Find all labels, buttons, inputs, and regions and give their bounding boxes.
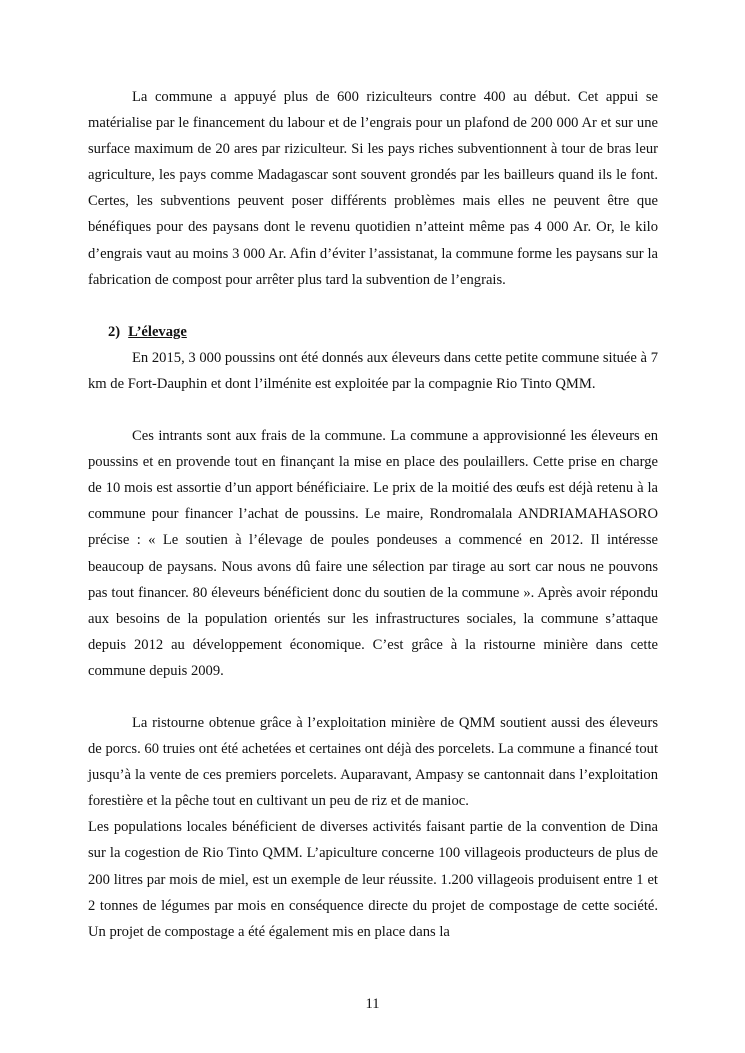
paragraph-gap <box>88 293 658 319</box>
document-body <box>88 84 658 945</box>
paragraph-chicks: En 2015, 3 000 poussins ont été donnés aux éleveurs dans cette petite commune située à 7 km de Fort-Dauphin et dont l’ilménite est exploitée par la compagnie Rio Tinto QMM. <box>88 349 658 392</box>
section-title: L’élevage <box>128 323 187 340</box>
paragraph-pigs: La ristourne obtenue grâce à l’exploitation minière de QMM soutient aussi des éleveurs de porcs. 60 truies ont été achetées et certaines ont déjà des porcelets. La commune a financé tout jusqu’à la vente de ces premiers porcelets. Auparavant, Ampasy se cantonnait dans l’exploitation forestière et la pêche tout en cultivant un peu de riz et de manioc. <box>88 714 658 810</box>
page-number: 11 <box>365 996 380 1012</box>
paragraph-gap <box>88 397 658 423</box>
paragraph-gap <box>88 684 658 710</box>
paragraph-inputs: Ces intrants sont aux frais de la commune. La commune a approvisionné les éleveurs en poussins et en provende tout en finançant la mise en place des poulaillers. Cette prise en charge de 10 mois est assortie d’un apport bénéficiaire. Le prix de la moitié des œufs est déjà retenu à la commune pour financer l’achat de poussins. Le maire, Rondromalala ANDRIAMAHASORO précise : « Le soutien à l’élevage de poules pondeuses a commencé en 2012. Il intéresse beaucoup de paysans. Nous avons dû faire une sélection par tirage au sort car nous ne pouvons pas tout financer. 80 éleveurs bénéficient donc du soutien de la commune ». Après avoir répondu aux besoins de la population orientés sur les infrastructures sociales, la commune s’attaque depuis 2012 au développement économique. C’est grâce à la ristourne minière dans cette commune depuis 2009. <box>88 428 658 679</box>
paragraph-local-activities: Les populations locales bénéficient de diverses activités faisant partie de la convention de Dina sur la cogestion de Rio Tinto QMM. L’apiculture concerne 100 villageois producteurs de plus de 200 litres par mois de miel, est un exemple de leur réussite. 1.200 villageois produisent entre 1 et 2 tonnes de légumes par mois en conséquence directe du projet de compostage de cette société. Un projet de compostage a été également mis en place dans la <box>88 819 658 940</box>
section-number: 2) <box>108 323 121 340</box>
paragraph-subsidies: La commune a appuyé plus de 600 riziculteurs contre 400 au début. Cet appui se matérialise par le financement du labour et de l’engrais pour un plafond de 200 000 Ar et sur une surface maximum de 20 ares par riziculteur. Si les pays riches subventionnent à tour de bras leur agriculture, les pays comme Madagascar sont souvent grondés par les bailleurs quand ils le font. Certes, les subventions peuvent poser différents problèmes mais elles ne peuvent être que bénéfiques pour des paysans dont le revenu quotidien n’atteint même pas 4 000 Ar. Or, le kilo d’engrais vaut au moins 3 000 Ar. Afin d’éviter l’assistanat, la commune forme les paysans sur la fabrication de compost pour arrêter plus tard la subvention de l’engrais. <box>88 89 658 288</box>
section-heading <box>88 319 658 345</box>
